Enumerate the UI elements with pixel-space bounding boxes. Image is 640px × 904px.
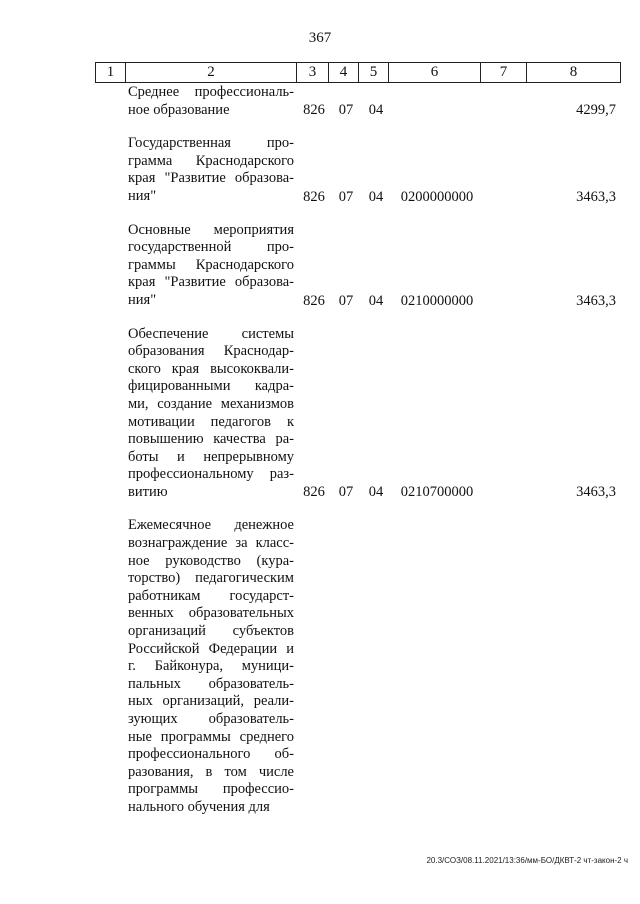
cell-col-4: 07	[338, 102, 354, 119]
table-row	[0, 222, 640, 310]
header-col-6: 6	[389, 63, 481, 83]
cell-col-5: 04	[368, 102, 384, 119]
description-line: ные программы среднего	[128, 728, 294, 745]
cell-col-6: 0210000000	[400, 292, 474, 309]
row-values	[0, 483, 640, 501]
description-line: Среднее профессиональ-	[128, 84, 294, 100]
cell-col-4: 07	[338, 188, 354, 205]
description-line: ния"	[128, 291, 157, 308]
description-line: образования Краснодар-	[128, 343, 294, 360]
header-col-1: 1	[96, 63, 126, 83]
description-line: нального обучения для	[128, 798, 270, 815]
table-row	[0, 517, 640, 816]
cell-col-3: 826	[303, 484, 325, 501]
description-line: профессиональному раз-	[128, 466, 294, 483]
description-line: пальных образователь-	[128, 675, 294, 692]
cell-col-8: 3463,3	[576, 292, 616, 309]
description-line: Ежемесячное денежное	[128, 517, 294, 534]
description-line: повышению качества ра-	[128, 431, 294, 448]
header-col-3: 3	[297, 63, 329, 83]
description-line: торство) педагогическим	[128, 570, 294, 587]
header-col-2: 2	[126, 63, 297, 83]
header-col-8: 8	[527, 63, 621, 83]
description-line: витию	[128, 483, 168, 500]
table-row	[0, 326, 640, 502]
description-line: края "Развитие образова-	[128, 274, 294, 291]
header-col-7: 7	[481, 63, 527, 83]
description-line: венных образовательных	[128, 605, 294, 622]
description-line: ния"	[128, 187, 157, 204]
row-description	[128, 326, 294, 502]
description-line: ского края высококвали-	[128, 360, 294, 377]
header-col-5: 5	[359, 63, 389, 83]
row-values	[0, 188, 640, 206]
table-header	[95, 62, 621, 83]
description-line: работникам государст-	[128, 587, 294, 604]
description-line: Обеспечение системы	[128, 325, 294, 342]
footer-stamp: 20.3/СОЗ/08.11.2021/13:36/мм-БО/ДКВТ-2 чт-закон-2 ч	[426, 856, 628, 865]
description-line: боты и непрерывному	[128, 448, 294, 465]
description-line: мотивации педагогов к	[128, 413, 294, 430]
row-values	[0, 292, 640, 310]
cell-col-3: 826	[303, 102, 325, 119]
row-values	[0, 101, 640, 119]
table-body	[0, 84, 640, 833]
cell-col-3: 826	[303, 188, 325, 205]
description-line: Российской Федерации и	[128, 640, 294, 657]
cell-col-4: 07	[338, 292, 354, 309]
cell-col-3: 826	[303, 292, 325, 309]
cell-col-8: 3463,3	[576, 188, 616, 205]
cell-col-5: 04	[368, 292, 384, 309]
description-line: грамма Краснодарского	[128, 152, 294, 169]
cell-col-5: 04	[368, 484, 384, 501]
table-row	[0, 135, 640, 205]
cell-col-4: 07	[338, 484, 354, 501]
description-line: граммы Краснодарского	[128, 256, 294, 273]
description-line: профессионального об-	[128, 746, 294, 763]
description-line: ми, создание механизмов	[128, 395, 294, 412]
description-line: края "Развитие образова-	[128, 170, 294, 187]
cell-col-8: 3463,3	[576, 484, 616, 501]
cell-col-6: 0200000000	[400, 188, 474, 205]
description-line: ное руководство (кура-	[128, 552, 294, 569]
description-line: организаций субъектов	[128, 623, 294, 640]
description-line: г. Байконура, муници-	[128, 658, 294, 675]
description-line: разования, в том числе	[128, 763, 294, 780]
cell-col-8: 4299,7	[576, 102, 616, 119]
page-number: 367	[308, 30, 332, 46]
cell-col-6: 0210700000	[400, 484, 474, 501]
description-line: ных организаций, реали-	[128, 693, 294, 710]
header-col-4: 4	[329, 63, 359, 83]
description-line: вознаграждение за класс-	[128, 535, 294, 552]
description-line: фицированными кадра-	[128, 378, 294, 395]
row-description	[128, 517, 294, 816]
description-line: государственной про-	[128, 239, 294, 256]
description-line: ное образование	[128, 101, 230, 118]
description-line: зующих образователь-	[128, 711, 294, 727]
cell-col-5: 04	[368, 188, 384, 205]
description-line: Государственная про-	[128, 135, 294, 152]
description-line: программы профессио-	[128, 781, 294, 798]
description-line: Основные мероприятия	[128, 221, 294, 238]
table-row	[0, 84, 640, 119]
row-values	[0, 799, 640, 817]
